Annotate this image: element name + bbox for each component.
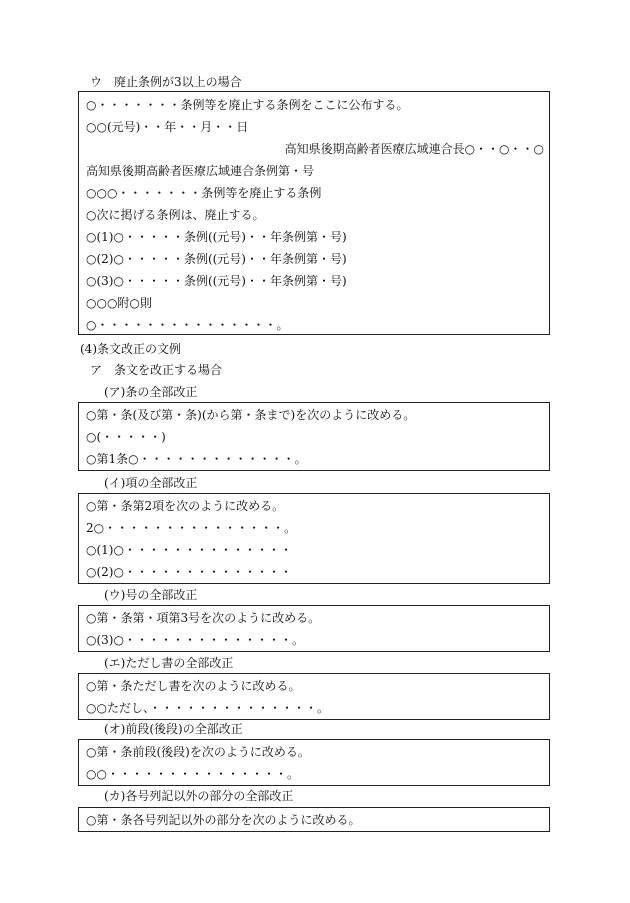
subsection-heading-a3: (ウ)号の全部改正 xyxy=(104,588,198,602)
example-box-former-part xyxy=(78,739,550,786)
box-line: ○・・・・・・・・・・・・・・・。 xyxy=(86,318,289,332)
section-heading-a: ア 条文を改正する場合 xyxy=(90,363,223,377)
box-line: 2○・・・・・・・・・・・・・・・。 xyxy=(86,521,297,535)
box-line: ○第・条第・項第3号を次のように改める。 xyxy=(86,611,321,625)
box-line: ○○○附○則 xyxy=(86,296,152,310)
example-box-paragraph xyxy=(78,493,550,584)
section-heading-u: ウ 廃止条例が3以上の場合 xyxy=(90,75,242,89)
box-line: ○○○・・・・・・・条例等を廃止する条例 xyxy=(86,186,322,200)
section-heading-4: (4)条文改正の文例 xyxy=(80,342,181,356)
box-line: ○第・条ただし書を次のように改める。 xyxy=(86,679,301,693)
box-line: ○第・条前段(後段)を次のように改める。 xyxy=(86,745,310,759)
subsection-heading-a1: (ア)条の全部改正 xyxy=(104,385,198,399)
box-line: ○第・条(及び第・条)(から第・条まで)を次のように改める。 xyxy=(86,408,416,422)
box-line: ○第・条各号列記以外の部分を次のように改める。 xyxy=(86,813,361,827)
box-line: ○(3)○・・・・・・・・・・・・・・。 xyxy=(86,633,304,647)
example-box-item xyxy=(78,605,550,652)
box-line: ○(1)○・・・・・条例((元号)・・年条例第・号) xyxy=(86,230,347,244)
example-box-non-itemized xyxy=(78,807,550,832)
box-line: ○・・・・・・・条例等を廃止する条例をここに公布する。 xyxy=(86,98,409,112)
subsection-heading-a2: (イ)項の全部改正 xyxy=(104,476,198,490)
box-line: ○次に掲げる条例は、廃止する。 xyxy=(86,208,265,222)
box-line-signatory: 高知県後期高齢者医療広域連合長○・・○・・○ xyxy=(284,142,544,156)
box-line: ○○(元号)・・年・・月・・日 xyxy=(86,120,249,134)
example-box-proviso xyxy=(78,673,550,720)
subsection-heading-a6: (カ)各号列記以外の部分の全部改正 xyxy=(104,789,294,803)
box-line: ○第1条○・・・・・・・・・・・・・。 xyxy=(86,452,307,466)
box-line: ○○・・・・・・・・・・・・・・・。 xyxy=(86,767,299,781)
box-line: ○○ただし、・・・・・・・・・・・・・・。 xyxy=(86,701,329,715)
box-line: ○(3)○・・・・・条例((元号)・・年条例第・号) xyxy=(86,274,347,288)
example-box-article xyxy=(78,402,550,471)
box-line: ○第・条第2項を次のように改める。 xyxy=(86,499,285,513)
box-line: 高知県後期高齢者医療広域連合条例第・号 xyxy=(86,164,315,178)
ordinance-box-abolition xyxy=(78,91,550,335)
box-line: ○(2)○・・・・・条例((元号)・・年条例第・号) xyxy=(86,252,347,266)
subsection-heading-a4: (エ)ただし書の全部改正 xyxy=(104,656,234,670)
box-line: ○(・・・・・) xyxy=(86,430,166,444)
subsection-heading-a5: (オ)前段(後段)の全部改正 xyxy=(104,722,243,736)
box-line: ○(2)○・・・・・・・・・・・・・・ xyxy=(86,565,292,579)
box-line: ○(1)○・・・・・・・・・・・・・・ xyxy=(86,543,292,557)
